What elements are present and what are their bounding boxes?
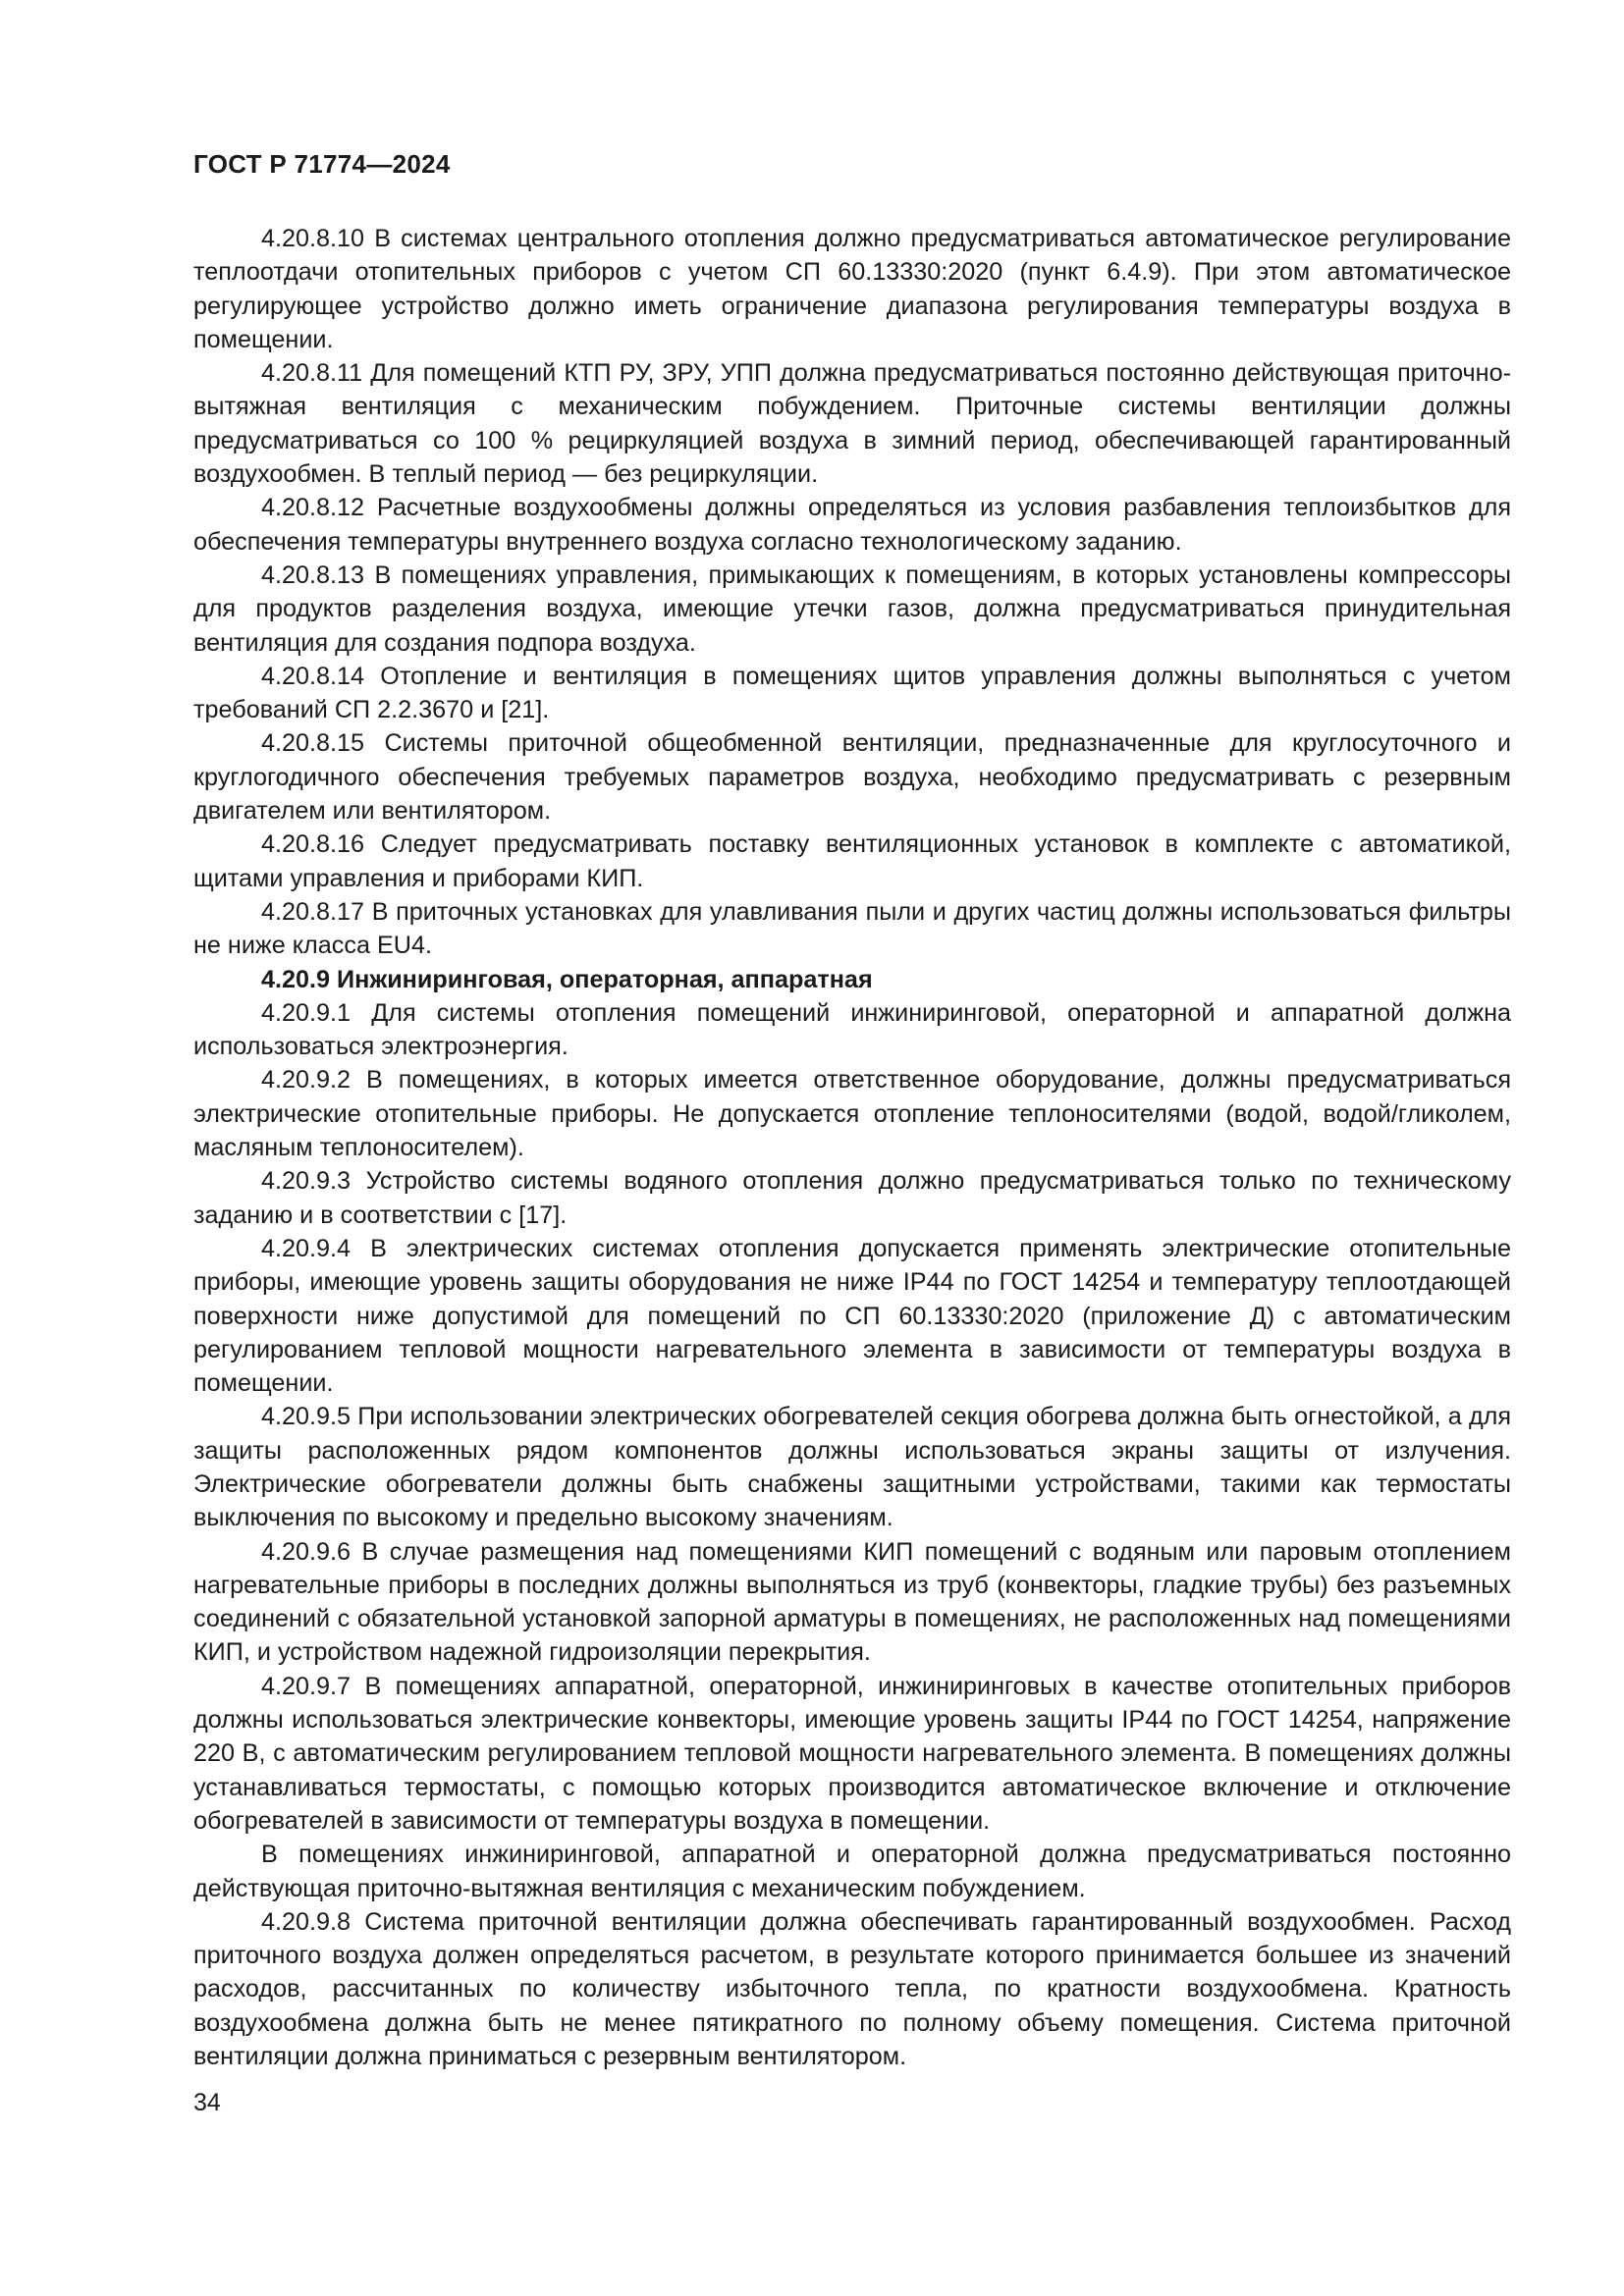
paragraph-4-20-8-14: 4.20.8.14 Отопление и вентиляция в помещениях щитов управления должны выполняться с учетом требований СП 2.2.3670 и [21]. [193, 662, 1511, 724]
document-body [193, 222, 1511, 2073]
paragraph-4-20-9-8: 4.20.9.8 Система приточной вентиляции должна обеспечивать гарантированный воздухообмен. Расход приточного воздуха должен определяться расчетом, в результате которого принимается большее из значений расходов, рассчитанных по количеству избыточного тепла, по кратности воздухообмена. Кратность воздухообмена должна быть не менее пятикратного по полному объему помещения. Система приточной вентиляции должна приниматься с резервным вентилятором. [193, 1907, 1511, 2071]
paragraph-4-20-9-1: 4.20.9.1 Для системы отопления помещений инжиниринговой, операторной и аппаратной должна использоваться электроэнергия. [193, 998, 1511, 1061]
paragraph-4-20-8-17: 4.20.8.17 В приточных установках для улавливания пыли и других частиц должны использоваться фильтры не ниже класса EU4. [193, 897, 1511, 960]
section-heading-4-20-9: 4.20.9 Инжиниринговая, операторная, аппаратная [261, 965, 873, 993]
paragraph-4-20-8-11: 4.20.8.11 Для помещений КТП РУ, ЗРУ, УПП должна предусматриваться постоянно действующая приточно-вытяжная вентиляция с механическим побуждением. Приточные системы вентиляции должны предусматриваться со 100 % рециркуляцией воздуха в зимний период, обеспечивающей гарантированный воздухообмен. В теплый период — без рециркуляции. [193, 359, 1511, 489]
paragraph-4-20-9-4: 4.20.9.4 В электрических системах отопления допускается применять электрические отопительные приборы, имеющие уровень защиты оборудования не ниже IP44 по ГОСТ 14254 и температуру теплоотдающей поверхности ниже допустимой для помещений по СП 60.13330:2020 (приложение Д) с автоматическим регулированием тепловой мощности нагревательного элемента в зависимости от температуры воздуха в помещении. [193, 1234, 1511, 1398]
paragraph-4-20-8-12: 4.20.8.12 Расчетные воздухообмены должны определяться из условия разбавления теплоизбытков для обеспечения температуры внутреннего воздуха согласно технологическому заданию. [193, 494, 1511, 556]
paragraph-4-20-9-7-continued: В помещениях инжиниринговой, аппаратной и операторной должна предусматриваться постоянно действующая приточно-вытяжная вентиляция с механическим побуждением. [193, 1841, 1511, 1902]
document-header-title: ГОСТ Р 71774—2024 [193, 149, 451, 179]
paragraph-4-20-9-7: 4.20.9.7 В помещениях аппаратной, операторной, инжиниринговых в качестве отопительных приборов должны использоваться электрические конвекторы, имеющие уровень защиты IP44 по ГОСТ 14254, напряжение 220 В, с автоматическим регулированием тепловой мощности нагревательного элемента. В помещениях должны устанавливаться термостаты, с помощью которых производится автоматическое включение и отключение обогревателей в зависимости от температуры воздуха в помещении. [193, 1672, 1511, 1835]
paragraph-4-20-9-5: 4.20.9.5 При использовании электрических обогревателей секция обогрева должна быть огнестойкой, а для защиты расположенных рядом компонентов должны использоваться экраны защиты от излучения. Электрические обогреватели должны быть снабжены защитными устройствами, такими как термостаты выключения по высокому и предельно высокому значениям. [193, 1403, 1511, 1532]
page-number: 34 [193, 2089, 221, 2116]
paragraph-4-20-9-3: 4.20.9.3 Устройство системы водяного отопления должно предусматриваться только по техническому заданию и в соответствии с [17]. [193, 1167, 1511, 1229]
paragraph-4-20-9-6: 4.20.9.6 В случае размещения над помещениями КИП помещений с водяным или паровым отоплением нагревательные приборы в последних должны выполняться из труб (конвекторы, гладкие трубы) без разъемных соединений с обязательной установкой запорной арматуры в помещениях, не расположенных над помещениями КИП, и устройством надежной гидроизоляции перекрытия. [193, 1537, 1511, 1667]
paragraph-4-20-8-16: 4.20.8.16 Следует предусматривать поставку вентиляционных установок в комплекте с автоматикой, щитами управления и приборами КИП. [193, 830, 1511, 892]
paragraph-4-20-8-15: 4.20.8.15 Системы приточной общеобменной вентиляции, предназначенные для круглосуточного и круглогодичного обеспечения требуемых параметров воздуха, необходимо предусматривать с резервным двигателем или вентилятором. [193, 729, 1511, 826]
paragraph-4-20-8-10: 4.20.8.10 В системах центрального отопления должно предусматриваться автоматическое регулирование теплоотдачи отопительных приборов с учетом СП 60.13330:2020 (пункт 6.4.9). При этом автоматическое регулирующее устройство должно иметь ограничение диапазона регулирования температуры воздуха в помещении. [193, 225, 1511, 353]
paragraph-4-20-8-13: 4.20.8.13 В помещениях управления, примыкающих к помещениям, в которых установлены компрессоры для продуктов разделения воздуха, имеющие утечки газов, должна предусматриваться принудительная вентиляция для создания подпора воздуха. [193, 561, 1511, 657]
paragraph-4-20-9-2: 4.20.9.2 В помещениях, в которых имеется ответственное оборудование, должны предусматриваться электрические отопительные приборы. Не допускается отопление теплоносителями (водой, водой/гликолем, масляным теплоносителем). [193, 1066, 1511, 1162]
